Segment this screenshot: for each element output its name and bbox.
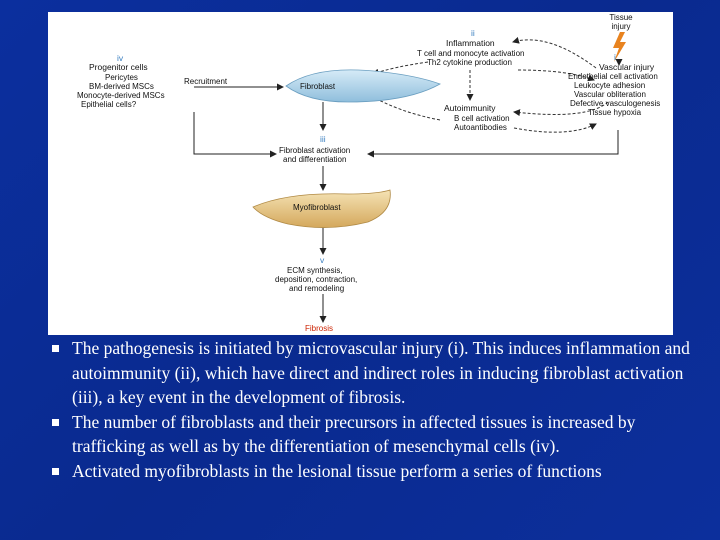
inflammation-title: Inflammation [446,38,495,48]
autoimmunity-title: Autoimmunity [444,103,496,113]
progenitor-line-4: Epithelial cells? [81,100,137,109]
bullet-square-icon [52,345,59,352]
vascular-line-2: Leukocyte adhesion [574,81,646,90]
bullet-item [52,336,692,410]
ecm-line-3: and remodeling [289,284,345,293]
bullet-square-icon [52,468,59,475]
progenitor-numeral: iv [117,53,124,63]
ecm-numeral: v [320,255,325,265]
bullet-list [52,336,692,483]
autoimmunity-line-1: B cell activation [454,114,510,123]
bullet-text: The number of fibroblasts and their precursors in affected tissues is increased by trafficking as well as by the differentiation of mesenchymal cells (iv). [72,411,636,456]
bullet-text: The pathogenesis is initiated by microvascular injury (i). This induces inflammation and autoimmunity (ii), which have direct and indirect roles in inducing fibroblast activation (iii), a key event in the development of fibrosis. [72,338,690,407]
inflammation-line-1: T cell and monocyte activation [417,49,525,58]
vascular-line-1: Endothelial cell activation [568,72,658,81]
progenitor-line-1: Pericytes [105,73,138,82]
vascular-title: Vascular injury [599,62,655,72]
pathogenesis-diagram [48,12,673,335]
activation-line-1: Fibroblast activation [279,146,351,155]
vascular-to-activation-arrow [368,130,618,154]
inflammation-line-2: Th2 cytokine production [427,58,512,67]
ecm-line-2: deposition, contraction, [275,275,358,284]
fibroblast-label: Fibroblast [300,82,336,91]
bullet-item [52,459,692,484]
bullet-square-icon [52,419,59,426]
recruitment-label: Recruitment [184,77,228,86]
activation-line-2: and differentiation [283,155,347,164]
fibrosis-label: Fibrosis [305,324,334,333]
activation-numeral: iii [320,134,326,144]
progenitor-to-activation-arrow [194,112,276,154]
vascular-line-4: Defective vasculogenesis [570,99,661,108]
vascular-line-3: Vascular obliteration [574,90,646,99]
bullet-text: Activated myofibroblasts in the lesional tissue perform a series of functions [72,460,602,481]
inflammation-numeral: ii [471,28,475,38]
autoimmunity-to-vascular-arrow [514,124,596,132]
autoimmunity-line-2: Autoantibodies [454,123,507,132]
progenitor-line-2: BM-derived MSCs [89,82,154,91]
diagram-arrows [48,12,673,335]
bullet-item [52,410,692,459]
ecm-line-1: ECM synthesis, [287,266,343,275]
progenitor-line-3: Monocyte-derived MSCs [77,91,165,100]
myofibroblast-label: Myofibroblast [293,203,341,212]
vascular-numeral: i [614,52,616,62]
vascular-to-inflammation-arrow [513,40,596,68]
tissue-injury-label: Tissue injury [609,13,633,31]
progenitor-title: Progenitor cells [89,62,148,72]
vascular-line-5: Tissue hypoxia [588,108,642,117]
